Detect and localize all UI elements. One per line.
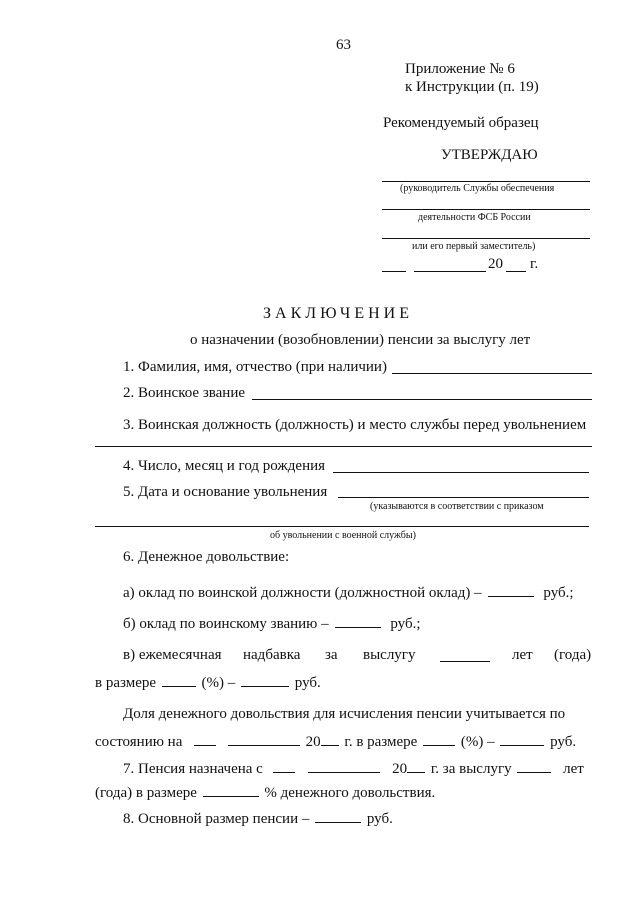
item-7-percent-label: % денежного довольствия. xyxy=(264,785,436,801)
item-5-hint-1: (указываются в соответствии с приказом xyxy=(370,501,544,512)
item-6c-line-2 xyxy=(95,673,321,691)
item-6c-years-blank xyxy=(440,661,490,662)
item-7-percent-blank xyxy=(203,783,259,797)
item-4-label: 4. Число, месяц и год рождения xyxy=(123,458,326,474)
item-6c-percent-label: (%) – xyxy=(201,675,236,691)
share-line-1: Доля денежного довольствия для исчисления пенсии учитывается по xyxy=(123,706,566,722)
signature-hint-1: (руководитель Службы обеспечения xyxy=(400,183,555,194)
item-7-line-2 xyxy=(95,783,435,801)
recommended-sample: Рекомендуемый образец xyxy=(383,115,539,131)
item-8-blank xyxy=(315,809,361,823)
item-6c-rub-label: руб. xyxy=(294,675,321,691)
share-month-blank xyxy=(228,732,300,746)
item-1-blank xyxy=(392,373,592,374)
item-5-label: 5. Дата и основание увольнения xyxy=(123,484,328,500)
signature-line-1 xyxy=(382,181,590,182)
date-day-blank xyxy=(382,271,406,272)
item-4-blank xyxy=(333,472,589,473)
appendix-label: Приложение № 6 xyxy=(405,61,515,77)
item-5-hint-2: об увольнении с военной службы) xyxy=(270,530,416,541)
signature-line-2 xyxy=(382,209,590,210)
item-6c-word-4: выслугу xyxy=(363,647,416,663)
item-7-label: 7. Пенсия назначена с xyxy=(123,761,263,777)
share-percent-blank xyxy=(423,732,455,746)
item-6b-unit: руб.; xyxy=(390,616,421,632)
item-7-year-prefix: 20 xyxy=(392,761,408,777)
share-percent-label: (%) – xyxy=(460,734,495,750)
share-rub-label: руб. xyxy=(550,734,577,750)
signature-line-3 xyxy=(382,238,590,239)
approve-heading: УТВЕРЖДАЮ xyxy=(441,147,538,163)
share-year-blank xyxy=(321,732,339,746)
document-title: ЗАКЛЮЧЕНИЕ xyxy=(263,305,413,322)
date-month-blank xyxy=(414,271,486,272)
page-number: 63 xyxy=(336,37,351,53)
item-7-line-1 xyxy=(123,759,584,777)
item-6-label: 6. Денежное довольствие: xyxy=(123,549,290,565)
share-date-label: состоянию на xyxy=(95,734,183,750)
share-size-label: г. в размере xyxy=(344,734,418,750)
item-7-size-label: (года) в размере xyxy=(95,785,197,801)
item-7-years-blank xyxy=(517,759,551,773)
item-7-month-blank xyxy=(308,759,380,773)
item-7-day-blank xyxy=(273,759,295,773)
item-6a-label: а) оклад по воинской должности (должностной оклад) – xyxy=(123,585,482,601)
share-year-prefix: 20 xyxy=(305,734,321,750)
share-rub-blank xyxy=(500,732,544,746)
share-line-2 xyxy=(95,732,576,750)
item-6b-label: б) оклад по воинскому званию – xyxy=(123,616,329,632)
signature-hint-2: деятельности ФСБ России xyxy=(418,212,531,223)
share-day-blank xyxy=(194,732,216,746)
item-7-years-label: лет xyxy=(563,761,584,777)
date-year-blank xyxy=(506,271,526,272)
date-year-prefix: 20 xyxy=(488,256,503,272)
item-6c-word-2: надбавка xyxy=(243,647,301,663)
item-3-label: 3. Воинская должность (должность) и место службы перед увольнением xyxy=(123,417,587,433)
item-3-blank xyxy=(95,446,592,447)
item-7-service-label: г. за выслугу xyxy=(430,761,512,777)
item-1-label: 1. Фамилия, имя, отчество (при наличии) xyxy=(123,359,387,375)
item-6c-word-3: за xyxy=(325,647,338,663)
item-6a-blank xyxy=(488,583,534,597)
item-6c-size-label: в размере xyxy=(95,675,157,691)
signature-hint-3: или его первый заместитель) xyxy=(412,241,536,252)
item-6a-unit: руб.; xyxy=(543,585,574,601)
item-7-year-blank xyxy=(407,759,425,773)
item-2-label: 2. Воинское звание xyxy=(123,385,246,401)
item-5-blank xyxy=(338,497,589,498)
item-6c-rub-blank xyxy=(241,673,289,687)
item-6c-percent-blank xyxy=(162,673,196,687)
item-6b xyxy=(123,614,421,632)
item-8-label: 8. Основной размер пенсии – xyxy=(123,811,310,827)
item-5-blank-2 xyxy=(95,526,589,527)
item-2-blank xyxy=(252,399,592,400)
document-subtitle: о назначении (возобновлении) пенсии за выслугу лет xyxy=(190,332,531,348)
instruction-ref: к Инструкции (п. 19) xyxy=(405,79,539,95)
item-6c-word-5: лет xyxy=(512,647,533,663)
item-6b-blank xyxy=(335,614,381,628)
item-8 xyxy=(123,809,393,827)
item-8-unit: руб. xyxy=(366,811,393,827)
item-6c-word-1: в) ежемесячная xyxy=(123,647,222,663)
date-year-suffix: г. xyxy=(530,256,539,272)
item-6c-word-6: (года) xyxy=(554,647,592,663)
item-6a xyxy=(123,583,574,601)
